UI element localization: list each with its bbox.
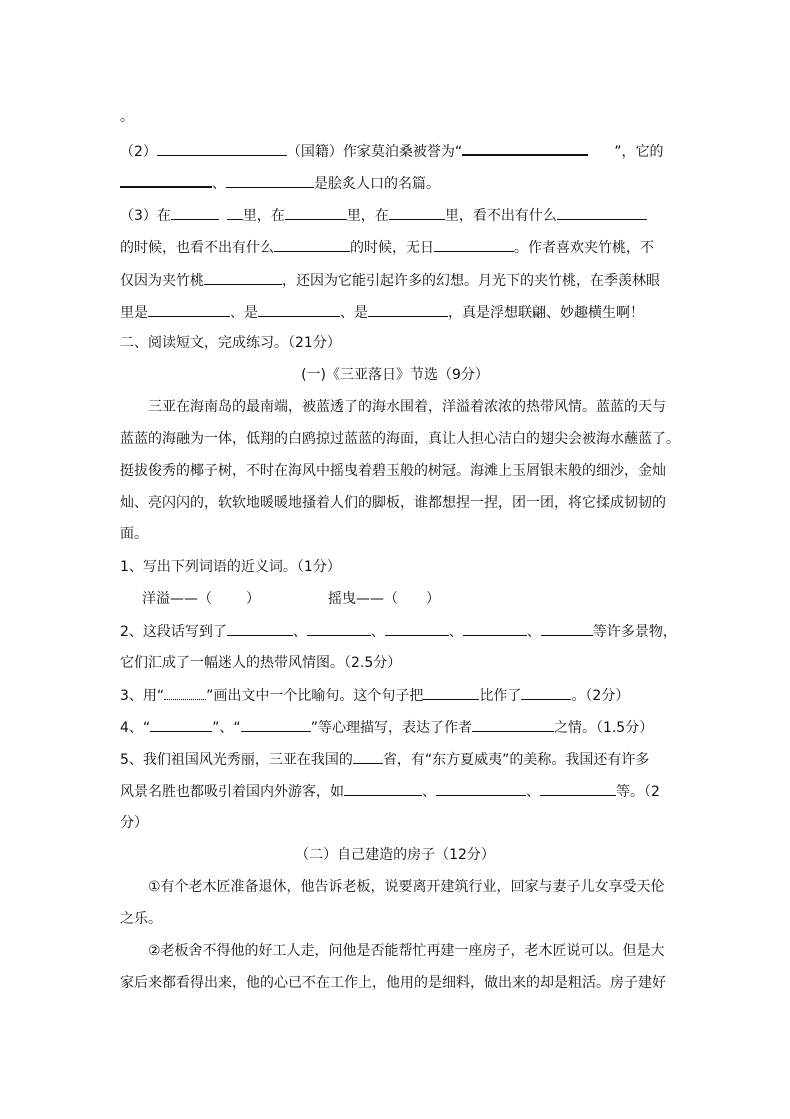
- blank-title[interactable]: [462, 140, 588, 156]
- passage-1-text-line-1: 三亚在海南岛的最南端，被蓝透了的海水围着，洋溢着浓浓的热带风情。蓝蓝的天与: [148, 399, 666, 415]
- passage-1-text-line-4: 灿、亮闪闪的，软软地暖暖地搔着人们的脚板，谁都想捏一捏，团一团，将它揉成韧韧的: [120, 495, 666, 511]
- blank-a5-4[interactable]: [540, 781, 616, 796]
- question-3-line-1: （3）在 里，在 里，在 里，看不出有什么: [120, 205, 647, 226]
- blank-a3-2[interactable]: [521, 685, 571, 700]
- question-a5-line-1: 5、我们祖国风光秀丽，三亚在我国的 省，有“东方夏威夷”的美称。我国还有许多: [120, 749, 649, 770]
- question-a2-line-1: 2、这段话写到了 、 、 、 、 等许多景物，: [120, 621, 677, 642]
- passage-1-text-line-5: 面。: [120, 526, 148, 542]
- question-a3: 3、用“ ”画出文中一个比喻句。这个句子把 比作了 。（2分）: [120, 685, 629, 706]
- blank-q3-1b[interactable]: [227, 205, 243, 220]
- blank-q3-3[interactable]: [389, 205, 445, 220]
- blank-a2-3[interactable]: [385, 621, 449, 636]
- blank-q3-4[interactable]: [557, 205, 647, 220]
- blank-work-2[interactable]: [226, 173, 314, 188]
- question-a5-line-2: 风景名胜也都吸引着国内外游客，如 、 、 等。（2: [120, 781, 660, 802]
- blank-nationality[interactable]: [157, 141, 287, 156]
- blank-a4-3[interactable]: [472, 717, 554, 732]
- passage-1-text-line-2: 蓝蓝的海融为一体，低翔的白鸥掠过蓝蓝的海面，真让人担心洁白的翅尖会被海水蘸蓝了。: [120, 431, 680, 447]
- blank-q3-2[interactable]: [285, 205, 347, 220]
- blank-q3-6[interactable]: [434, 237, 514, 252]
- blank-q3-7[interactable]: [204, 270, 282, 285]
- question-a5-line-3: 分）: [120, 815, 148, 831]
- blank-a2-4[interactable]: [463, 621, 527, 636]
- question-a1-words: 洋溢——（ ） 摇曳——（ ）: [142, 591, 440, 607]
- passage-1-text-line-3: 挺拔俊秀的椰子树，不时在海风中摇曳着碧玉般的树冠。海滩上玉屑银末般的细沙，金灿: [120, 463, 666, 479]
- question-3-line-4: 里是 、是 、是 ，真是浮想联翩、妙趣横生啊！: [120, 302, 644, 323]
- wavy-line-mark: [164, 685, 206, 700]
- blank-q3-5[interactable]: [274, 237, 350, 252]
- section-2-heading: 二、阅读短文，完成练习。（21分）: [120, 335, 341, 351]
- blank-a5-1[interactable]: [353, 749, 383, 764]
- passage-2-text-line-2: 之乐。: [120, 911, 162, 927]
- blank-a4-2[interactable]: [241, 717, 311, 732]
- blank-q3-1a[interactable]: [171, 205, 219, 220]
- passage-2-title: （二）自己建造的房子（12分）: [295, 847, 495, 863]
- blank-a2-1[interactable]: [227, 621, 293, 636]
- passage-1-title: (一)《三亚落日》节选（9分）: [301, 367, 489, 383]
- blank-a5-2[interactable]: [344, 781, 422, 796]
- blank-q3-8[interactable]: [148, 302, 230, 317]
- blank-a2-2[interactable]: [307, 621, 371, 636]
- question-a4: 4、“ ”、“ ”等心理描写，表达了作者 之情。（1.5分）: [120, 717, 653, 738]
- passage-2-text-line-3: ②老板舍不得他的好工人走，问他是否能帮忙再建一座房子，老木匠说可以。但是大: [148, 943, 665, 959]
- question-2-line-1: （2） （国籍）作家莫泊桑被誉为“ ”，它的: [120, 140, 663, 162]
- blank-a3-1[interactable]: [423, 685, 479, 700]
- passage-2-text-line-4: 家后来都看得出来，他的心已不在工作上，他用的是细料，做出来的却是粗活。房子建好: [120, 975, 666, 991]
- passage-2-text-line-1: ①有个老木匠准备退休，他告诉老板，说要离开建筑行业，回家与妻子儿女享受天伦: [148, 879, 665, 895]
- blank-q3-9[interactable]: [258, 302, 340, 317]
- blank-q3-10[interactable]: [368, 302, 448, 317]
- blank-a2-5[interactable]: [541, 621, 593, 636]
- question-a2-line-2: 它们汇成了一幅迷人的热带风情图。（2.5分）: [120, 655, 402, 671]
- blank-a5-3[interactable]: [436, 781, 526, 796]
- question-2-line-2: 、 是脍炙人口的名篇。: [120, 172, 440, 194]
- question-a1: 1、写出下列词语的近义词。（1分）: [120, 559, 341, 575]
- question-3-line-3: 仅因为夹竹桃 ，还因为它能引起许多的幻想。月光下的夹竹桃，在季羡林眼: [120, 270, 660, 291]
- blank-a4-1[interactable]: [150, 717, 212, 732]
- question-3-line-2: 的时候，也看不出有什么 的时候，无日 。作者喜欢夹竹桃，不: [120, 237, 654, 258]
- blank-work-1[interactable]: [120, 172, 212, 188]
- stray-period: 。: [120, 109, 134, 125]
